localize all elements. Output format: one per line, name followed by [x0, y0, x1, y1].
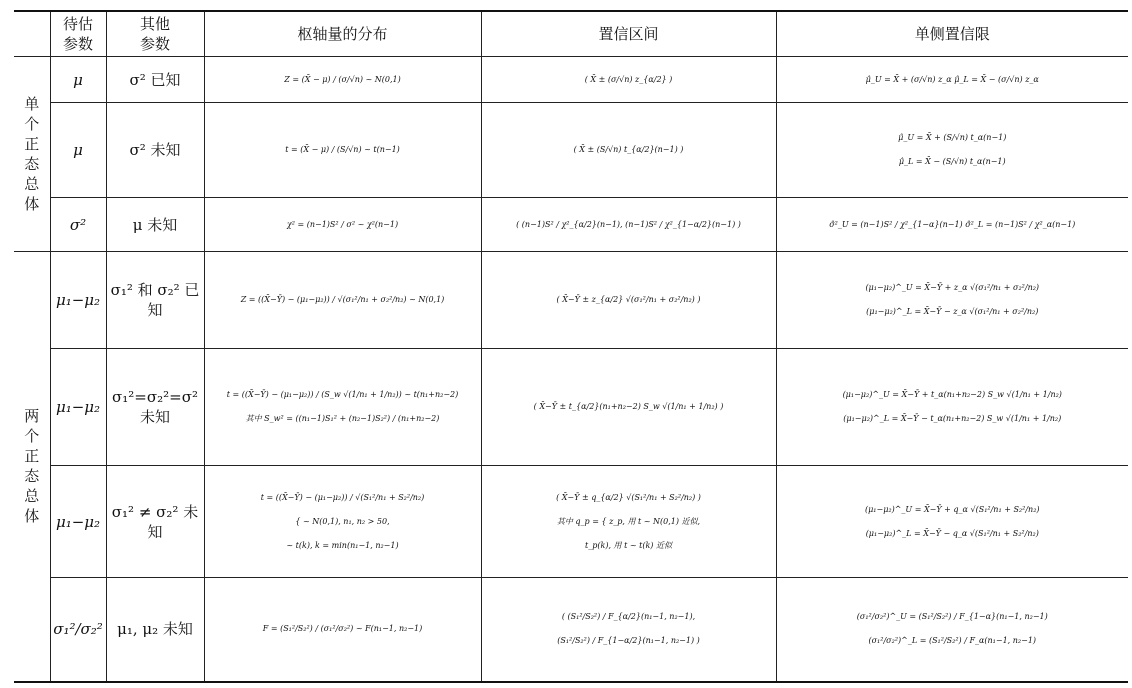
- confidence-interval-cell: [481, 466, 776, 578]
- header-other: [106, 11, 204, 57]
- group-two-populations: 两个 正态 总体: [14, 252, 50, 682]
- header-group: [14, 11, 50, 57]
- ci-line: t_p(k), 用 t ~ t(k) 近似: [585, 540, 672, 550]
- table-row: [14, 198, 1128, 252]
- param-cell: μ: [50, 57, 106, 103]
- pivot-cell: [204, 198, 481, 252]
- header-one-sided: 单侧置信限: [776, 11, 1128, 57]
- pivot-cell: [204, 466, 481, 578]
- other-param-cell: σ₁² ≠ σ₂² 未知: [106, 466, 204, 578]
- param-cell: μ: [50, 103, 106, 198]
- pivot-line: ~ t(k), k = min(n₁−1, n₂−1): [286, 540, 399, 550]
- one-sided-line: μ̂_L = X̄ − (S/√n) t_α(n−1): [898, 157, 1006, 166]
- one-sided-line: (σ₁²/σ₂²)^_L = (S₁²/S₂²) / F_α(n₁−1, n₂−1): [868, 636, 1037, 646]
- table-row: [14, 57, 1128, 103]
- pivot-line: t = ((X̄−Ȳ) − (μ₁−μ₂)) / (S_w √(1/n₁ + 1/n₂)) ~ t(n₁+n₂−2): [226, 390, 459, 399]
- param-cell: μ₁−μ₂: [50, 252, 106, 349]
- one-sided-line: (μ₁−μ₂)^_L = X̄−Ȳ − q_α √(S₁²/n₁ + S₂²/n₂): [865, 528, 1039, 538]
- pivot-line: { ~ N(0,1), n₁, n₂ > 50,: [295, 516, 390, 526]
- one-sided-limit-cell: [776, 349, 1128, 466]
- other-param-cell: σ² 已知: [106, 57, 204, 103]
- pivot-line: t = ((X̄−Ȳ) − (μ₁−μ₂)) / √(S₁²/n₁ + S₂²/n₂): [260, 492, 425, 502]
- one-sided-limit-cell: [776, 252, 1128, 349]
- header-row: [14, 11, 1128, 57]
- one-sided-line: (μ₁−μ₂)^_U = X̄−Ȳ + t_α(n₁+n₂−2) S_w √(1/n₁ + 1/n₂): [842, 390, 1062, 399]
- pivot-line: Z = (X̄ − μ) / (σ/√n) ~ N(0,1): [284, 74, 401, 84]
- table-body: [14, 57, 1128, 682]
- one-sided-limit-cell: [776, 198, 1128, 252]
- pivot-cell: [204, 578, 481, 682]
- table-row: [14, 466, 1128, 578]
- ci-line: ( X̄ ± (S/√n) t_{α/2}(n−1) ): [573, 145, 684, 154]
- one-sided-line: μ̂_U = X̄ + (σ/√n) z_α μ̂_L = X̄ − (σ/√n) z_α: [865, 74, 1039, 84]
- table-row: [14, 252, 1128, 349]
- one-sided-line: (μ₁−μ₂)^_L = X̄−Ȳ − t_α(n₁+n₂−2) S_w √(1/n₁ + 1/n₂): [843, 414, 1062, 423]
- pivot-cell: [204, 349, 481, 466]
- confidence-interval-cell: [481, 198, 776, 252]
- pivot-line: Z = ((X̄−Ȳ) − (μ₁−μ₂)) / √(σ₁²/n₁ + σ₂²/n₂) ~ N(0,1): [240, 295, 445, 304]
- one-sided-line: (μ₁−μ₂)^_U = X̄−Ȳ + q_α √(S₁²/n₁ + S₂²/n₂): [864, 504, 1040, 514]
- ci-line: ( X̄ ± (σ/√n) z_{α/2} ): [584, 74, 673, 84]
- other-param-cell: μ₁, μ₂ 未知: [106, 578, 204, 682]
- one-sided-limit-cell: [776, 103, 1128, 198]
- header-param: [50, 11, 106, 57]
- param-cell: σ²: [50, 198, 106, 252]
- header-pivot: 枢轴量的分布: [204, 11, 481, 57]
- table-row: [14, 578, 1128, 682]
- ci-line: ( X̄−Ȳ ± z_{α/2} √(σ₁²/n₁ + σ₂²/n₂) ): [556, 295, 701, 304]
- confidence-interval-table: [14, 10, 1128, 683]
- pivot-cell: [204, 103, 481, 198]
- pivot-line: χ² = (n−1)S² / σ² ~ χ²(n−1): [286, 219, 399, 229]
- ci-line: ( (n−1)S² / χ²_{α/2}(n−1), (n−1)S² / χ²_{1−α/2}(n−1) ): [516, 219, 741, 229]
- table-row: [14, 103, 1128, 198]
- header-other-label: 其他 参数: [139, 15, 170, 53]
- other-param-cell: μ 未知: [106, 198, 204, 252]
- one-sided-line: (μ₁−μ₂)^_U = X̄−Ȳ + z_α √(σ₁²/n₁ + σ₂²/n₂): [865, 283, 1040, 292]
- other-param-cell: σ₁² 和 σ₂² 已知: [106, 252, 204, 349]
- pivot-line: F = (S₁²/S₂²) / (σ₁²/σ₂²) ~ F(n₁−1, n₂−1): [262, 624, 423, 634]
- header-ci: 置信区间: [481, 11, 776, 57]
- one-sided-limit-cell: [776, 578, 1128, 682]
- other-param-cell: σ² 未知: [106, 103, 204, 198]
- one-sided-line: (σ₁²/σ₂²)^_U = (S₁²/S₂²) / F_{1−α}(n₁−1, n₂−1): [856, 612, 1048, 622]
- param-cell: μ₁−μ₂: [50, 349, 106, 466]
- confidence-interval-cell: [481, 349, 776, 466]
- confidence-interval-cell: [481, 252, 776, 349]
- one-sided-limit-cell: [776, 466, 1128, 578]
- ci-line: 其中 q_p = { z_p, 用 t ~ N(0,1) 近似,: [556, 516, 701, 526]
- ci-line: ( (S₁²/S₂²) / F_{α/2}(n₁−1, n₂−1),: [561, 612, 696, 622]
- confidence-interval-cell: [481, 578, 776, 682]
- one-sided-limit-cell: [776, 57, 1128, 103]
- pivot-cell: [204, 252, 481, 349]
- one-sided-line: σ̂²_U = (n−1)S² / χ²_{1−α}(n−1) σ̂²_L = (n−1)S² / χ²_α(n−1): [829, 219, 1076, 229]
- confidence-interval-cell: [481, 57, 776, 103]
- pivot-cell: [204, 57, 481, 103]
- pivot-line: t = (X̄ − μ) / (S/√n) ~ t(n−1): [285, 145, 400, 154]
- ci-line: ( X̄−Ȳ ± q_{α/2} √(S₁²/n₁ + S₂²/n₂) ): [556, 492, 701, 502]
- param-cell: μ₁−μ₂: [50, 466, 106, 578]
- one-sided-line: (μ₁−μ₂)^_L = X̄−Ȳ − z_α √(σ₁²/n₁ + σ₂²/n₂): [866, 307, 1039, 316]
- other-param-cell: σ₁²=σ₂²=σ² 未知: [106, 349, 204, 466]
- header-param-label: 待估 参数: [62, 15, 93, 53]
- group-single-population: 单个 正态 总体: [14, 57, 50, 252]
- one-sided-line: μ̂_U = X̄ + (S/√n) t_α(n−1): [898, 133, 1007, 142]
- param-cell: σ₁²/σ₂²: [50, 578, 106, 682]
- ci-line: ( X̄−Ȳ ± t_{α/2}(n₁+n₂−2) S_w √(1/n₁ + 1/n₂) ): [533, 402, 724, 411]
- pivot-line: 其中 S_w² = ((n₁−1)S₁² + (n₂−1)S₂²) / (n₁+n₂−2): [245, 414, 440, 423]
- confidence-interval-cell: [481, 103, 776, 198]
- table-row: [14, 349, 1128, 466]
- ci-line: (S₁²/S₂²) / F_{1−α/2}(n₁−1, n₂−1) ): [557, 636, 700, 646]
